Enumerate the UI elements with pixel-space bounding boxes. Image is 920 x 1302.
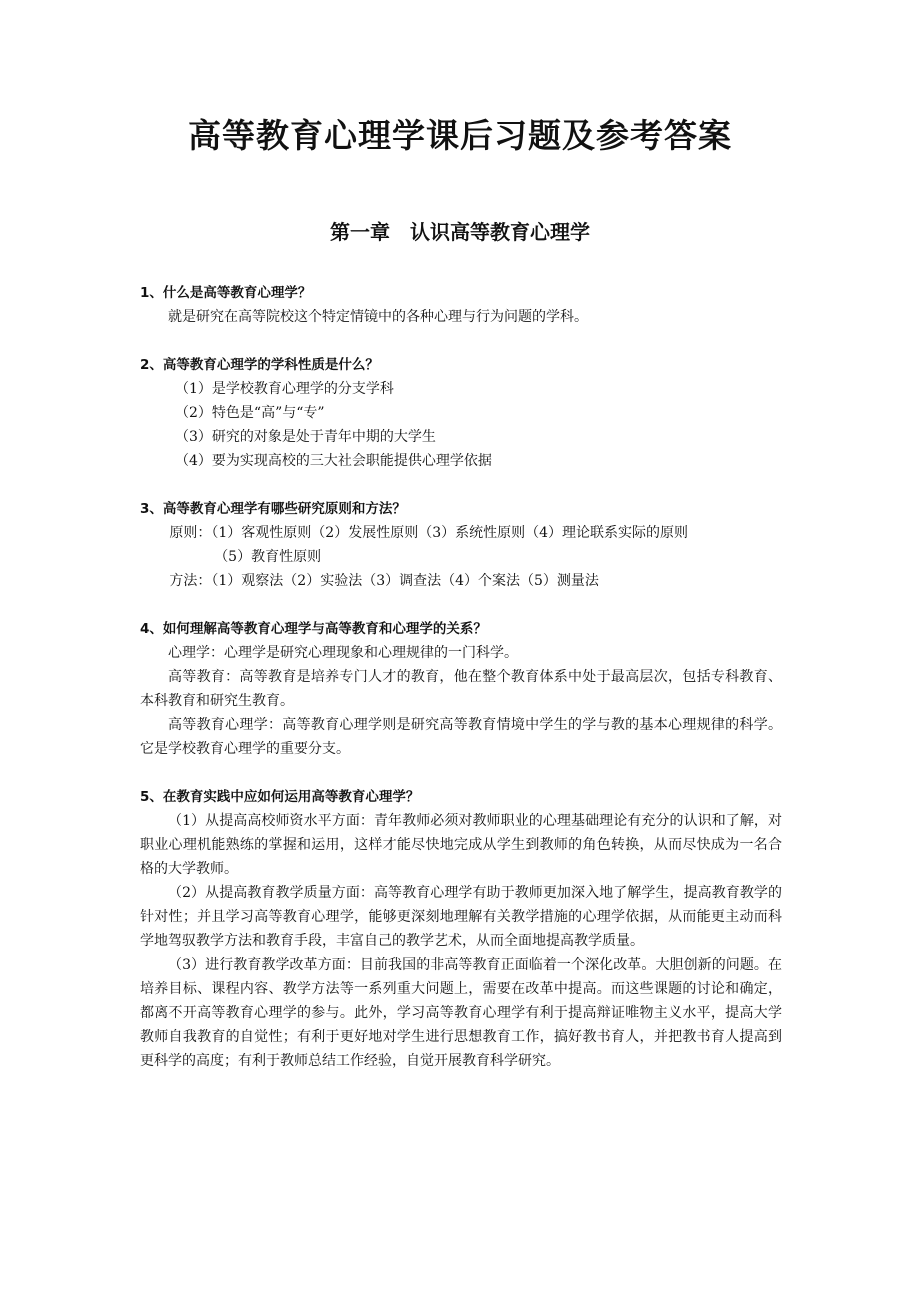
question-5 [140, 785, 782, 1073]
question-3 [140, 497, 782, 593]
question-title: 4、如何理解高等教育心理学与高等教育和心理学的关系？ [140, 621, 487, 637]
answer-item: （4）要为实现高校的三大社会职能提供心理学依据 [175, 453, 492, 469]
methods-line: 方法：（1）观察法（2）实验法（3）调查法（4）个案法（5）测量法 [169, 573, 599, 589]
document-title: 高等教育心理学课后习题及参考答案 [188, 116, 732, 155]
question-4 [140, 617, 782, 761]
answer-paragraph: （1）从提高高校师资水平方面：青年教师必须对教师职业的心理基础理论有充分的认识和了解，对职业心理机能熟练的掌握和运用，这样才能尽快地完成从学生到教师的角色转换，从而尽快成为一名合格的大学教师。 [140, 813, 782, 877]
chapter-title: 第一章 认识高等教育心理学 [330, 220, 590, 244]
question-1 [140, 281, 782, 329]
answer-item: （3）研究的对象是处于青年中期的大学生 [175, 429, 436, 445]
document-body [140, 281, 782, 1073]
answer-paragraph: （2）从提高教育教学质量方面：高等教育心理学有助于教师更加深入地了解学生，提高教育教学的针对性；并且学习高等教育心理学，能够更深刻地理解有关教学措施的心理学依据，从而能更主动而科学地驾驭教学方法和教育手段，丰富自己的教学艺术，从而全面地提高教学质量。 [140, 885, 782, 949]
answer-item: （2）特色是“高”与“专” [175, 405, 325, 421]
answer-item: （1）是学校教育心理学的分支学科 [175, 381, 394, 397]
answer-text: 就是研究在高等院校这个特定情镜中的各种心理与行为问题的学科。 [168, 309, 588, 325]
answer-paragraph: 高等教育心理学：高等教育心理学则是研究高等教育情境中学生的学与教的基本心理规律的科学。它是学校教育心理学的重要分支。 [140, 717, 782, 757]
question-title: 3、高等教育心理学有哪些研究原则和方法？ [140, 501, 406, 517]
question-title: 5、在教育实践中应如何运用高等教育心理学？ [140, 789, 420, 805]
principles-line-continued: （5）教育性原则 [214, 549, 322, 565]
answer-paragraph: 高等教育：高等教育是培养专门人才的教育，他在整个教育体系中处于最高层次，包括专科教育、本科教育和研究生教育。 [140, 669, 782, 709]
answer-paragraph: （3）进行教育教学改革方面：目前我国的非高等教育正面临着一个深化改革。大胆创新的问题。在培养目标、课程内容、教学方法等一系列重大问题上，需要在改革中提高。而这些课题的讨论和确定，都离不开高等教育心理学的参与。此外，学习高等教育心理学有利于提高辩证唯物主义水平，提高大学教师自我教育的自觉性；有利于更好地对学生进行思想教育工作，搞好教书育人，并把教书育人提高到更科学的高度；有利于教师总结工作经验，自觉开展教育科学研究。 [140, 957, 782, 1069]
question-title: 1、什么是高等教育心理学？ [140, 285, 312, 301]
question-title: 2、高等教育心理学的学科性质是什么？ [140, 357, 379, 373]
principles-line: 原则：（1）客观性原则（2）发展性原则（3）系统性原则（4）理论联系实际的原则 [169, 525, 689, 541]
answer-paragraph: 心理学：心理学是研究心理现象和心理规律的一门科学。 [168, 645, 518, 661]
question-2 [140, 353, 782, 473]
